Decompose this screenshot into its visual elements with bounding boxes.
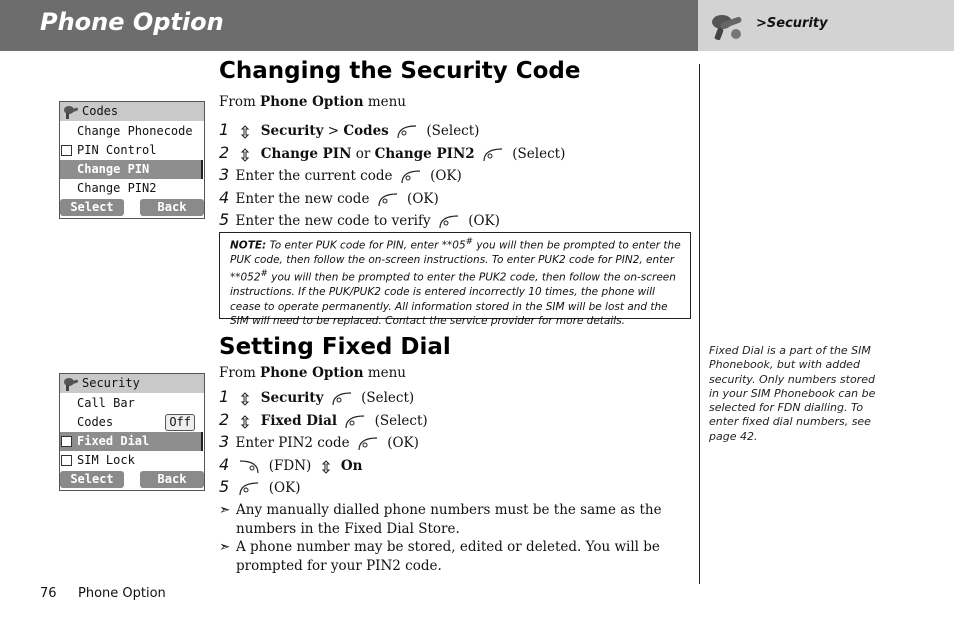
navigation-key-icon bbox=[238, 415, 252, 429]
fd-step-4 bbox=[219, 456, 363, 475]
from-prefix: From bbox=[219, 365, 256, 381]
arrow-bullet-icon: ➣ bbox=[219, 539, 231, 555]
menu-item-selected[interactable] bbox=[60, 432, 201, 451]
from-menu-line bbox=[219, 364, 406, 382]
step-1-sep: > bbox=[323, 123, 344, 139]
tools-icon bbox=[63, 104, 79, 119]
footer-label: Phone Option bbox=[78, 586, 166, 601]
column-divider bbox=[699, 64, 700, 584]
phone-screen-codes bbox=[59, 101, 205, 219]
step-5 bbox=[219, 211, 500, 230]
softkey-icon bbox=[377, 192, 399, 208]
back-softkey[interactable]: Back bbox=[140, 199, 204, 216]
menu-item-label: Call Bar bbox=[77, 396, 135, 410]
step-5-action: (OK) bbox=[468, 213, 500, 229]
fd-step-2-item: Fixed Dial bbox=[260, 413, 337, 429]
menu-item-label: Fixed Dial bbox=[77, 434, 150, 448]
from-suffix: menu bbox=[367, 94, 406, 110]
section-title-fixed-dial: Setting Fixed Dial bbox=[219, 334, 451, 360]
menu-item[interactable] bbox=[60, 451, 201, 470]
step-number: 4 bbox=[219, 455, 230, 474]
note-hash-2: # bbox=[260, 269, 268, 280]
step-4-action: (OK) bbox=[407, 191, 439, 207]
menu-item-selected[interactable] bbox=[60, 160, 201, 179]
step-number: 3 bbox=[219, 165, 230, 184]
from-menu-name: Phone Option bbox=[260, 94, 364, 110]
fd-step-4-item: On bbox=[340, 458, 363, 474]
fd-step-3 bbox=[219, 433, 419, 452]
step-2 bbox=[219, 144, 565, 163]
step-number: 4 bbox=[219, 188, 230, 207]
breadcrumb bbox=[698, 0, 954, 51]
step-3-text: Enter the current code bbox=[235, 168, 393, 184]
menu-item[interactable] bbox=[60, 179, 201, 198]
note-box bbox=[219, 232, 691, 328]
from-prefix: From bbox=[219, 94, 256, 110]
scrollbar bbox=[201, 160, 203, 179]
step-number: 5 bbox=[219, 210, 230, 229]
scrollbar bbox=[201, 432, 203, 451]
softkey-icon bbox=[396, 124, 418, 140]
section-title-security-code: Changing the Security Code bbox=[219, 58, 581, 84]
checkbox-icon bbox=[61, 455, 72, 466]
step-3-action: (OK) bbox=[430, 168, 462, 184]
softkey-icon bbox=[357, 436, 379, 452]
step-1-action: (Select) bbox=[426, 123, 480, 139]
step-1-item-a: Security bbox=[260, 123, 324, 139]
softkey-icon bbox=[438, 214, 460, 230]
bullet-item bbox=[219, 501, 696, 539]
menu-item[interactable] bbox=[60, 394, 201, 413]
step-5-text: Enter the new code to verify bbox=[235, 213, 431, 229]
menu-item[interactable] bbox=[60, 413, 201, 432]
softkey-icon bbox=[482, 147, 504, 163]
step-number: 3 bbox=[219, 432, 230, 451]
softkey-icon bbox=[331, 391, 353, 407]
fd-step-1-action: (Select) bbox=[361, 390, 415, 406]
step-1 bbox=[219, 121, 479, 140]
step-number: 2 bbox=[219, 143, 230, 162]
fd-step-5-action: (OK) bbox=[268, 480, 301, 496]
fd-step-5 bbox=[219, 478, 300, 497]
menu-item[interactable] bbox=[60, 122, 201, 141]
note-text-a: To enter PUK code for PIN, enter **05 bbox=[266, 239, 466, 252]
step-number: 1 bbox=[219, 387, 230, 406]
checkbox-icon bbox=[61, 145, 72, 156]
from-suffix: menu bbox=[367, 365, 406, 381]
fd-step-1 bbox=[219, 388, 414, 407]
phone-title: Codes bbox=[82, 104, 119, 118]
step-number: 2 bbox=[219, 410, 230, 429]
menu-item-label: Codes bbox=[77, 415, 114, 429]
from-menu-name: Phone Option bbox=[260, 365, 364, 381]
fd-step-1-item: Security bbox=[260, 390, 324, 406]
codes-value-badge: Off bbox=[165, 414, 195, 431]
note-label: NOTE: bbox=[230, 239, 267, 252]
navigation-key-icon bbox=[238, 125, 252, 139]
step-4 bbox=[219, 189, 439, 208]
tools-icon bbox=[63, 376, 79, 391]
fd-step-4-mid: (FDN) bbox=[268, 458, 312, 474]
menu-item[interactable] bbox=[60, 141, 201, 160]
fd-step-2-action: (Select) bbox=[374, 413, 428, 429]
phone-title-bar bbox=[60, 374, 204, 393]
navigation-key-icon bbox=[319, 460, 333, 474]
side-note: Fixed Dial is a part of the SIM Phonebook, but with added security. Only numbers stored in your SIM Phonebook can be selected for FDN dialling. To enter fixed dial numbers, see page 42. bbox=[709, 344, 876, 443]
navigation-key-icon bbox=[238, 392, 252, 406]
softkey-icon bbox=[344, 414, 366, 430]
note-hash-1: # bbox=[465, 237, 473, 247]
menu-item-label: Change PIN bbox=[77, 162, 150, 176]
bullet-text: A phone number may be stored, edited or deleted. You will be prompted for your PIN2 code. bbox=[236, 539, 660, 574]
menu-item-label: Change Phonecode bbox=[77, 124, 193, 138]
step-number: 5 bbox=[219, 477, 230, 496]
menu-item-label: SIM Lock bbox=[77, 453, 135, 467]
bullet-text: Any manually dialled phone numbers must be the same as the numbers in the Fixed Dial Store. bbox=[236, 502, 662, 537]
arrow-bullet-icon: ➣ bbox=[219, 502, 231, 518]
menu-item-label: Change PIN2 bbox=[77, 181, 157, 195]
phone-title: Security bbox=[82, 376, 140, 390]
step-3 bbox=[219, 166, 462, 185]
note-text-b: you will then be prompted to enter the PUK code, then follow the on-screen instructions. To enter PUK2 code for PIN2, enter **052 bbox=[230, 239, 681, 284]
menu-item-label: PIN Control bbox=[77, 143, 157, 157]
bullet-item bbox=[219, 538, 696, 576]
fd-step-2 bbox=[219, 411, 428, 430]
step-4-text: Enter the new code bbox=[235, 191, 370, 207]
phone-title-bar bbox=[60, 102, 204, 121]
step-2-item-b: Change PIN2 bbox=[374, 146, 475, 162]
page-number: 76 bbox=[40, 586, 57, 601]
select-softkey[interactable]: Select bbox=[60, 471, 124, 488]
softkey-icon bbox=[238, 481, 260, 497]
header-title: Phone Option bbox=[40, 8, 224, 36]
page-header bbox=[0, 0, 698, 51]
fd-step-3-text: Enter PIN2 code bbox=[235, 435, 350, 451]
note-text-c: you will then be prompted to enter the PUK2 code, then follow the on-screen instructions. If the PUK/PUK2 code is entered incorrectly 10 times, the phone will cease to operate permanently. All information stored in the SIM will be lost and the SIM will need to be replaced. Contact the service provider for more details. bbox=[230, 271, 676, 328]
phone-screen-security bbox=[59, 373, 205, 491]
breadcrumb-text: >Security bbox=[756, 16, 828, 31]
step-2-sep: or bbox=[351, 146, 375, 162]
tools-icon bbox=[710, 12, 744, 42]
select-softkey[interactable]: Select bbox=[60, 199, 124, 216]
softkey-icon bbox=[400, 169, 422, 185]
from-menu-line bbox=[219, 93, 406, 111]
step-2-action: (Select) bbox=[512, 146, 566, 162]
navigation-key-icon bbox=[238, 148, 252, 162]
back-softkey[interactable]: Back bbox=[140, 471, 204, 488]
right-softkey-icon bbox=[238, 459, 260, 475]
fd-step-3-action: (OK) bbox=[387, 435, 419, 451]
checkbox-icon bbox=[61, 436, 72, 447]
step-number: 1 bbox=[219, 120, 230, 139]
step-2-item-a: Change PIN bbox=[260, 146, 352, 162]
step-1-item-b: Codes bbox=[343, 123, 389, 139]
